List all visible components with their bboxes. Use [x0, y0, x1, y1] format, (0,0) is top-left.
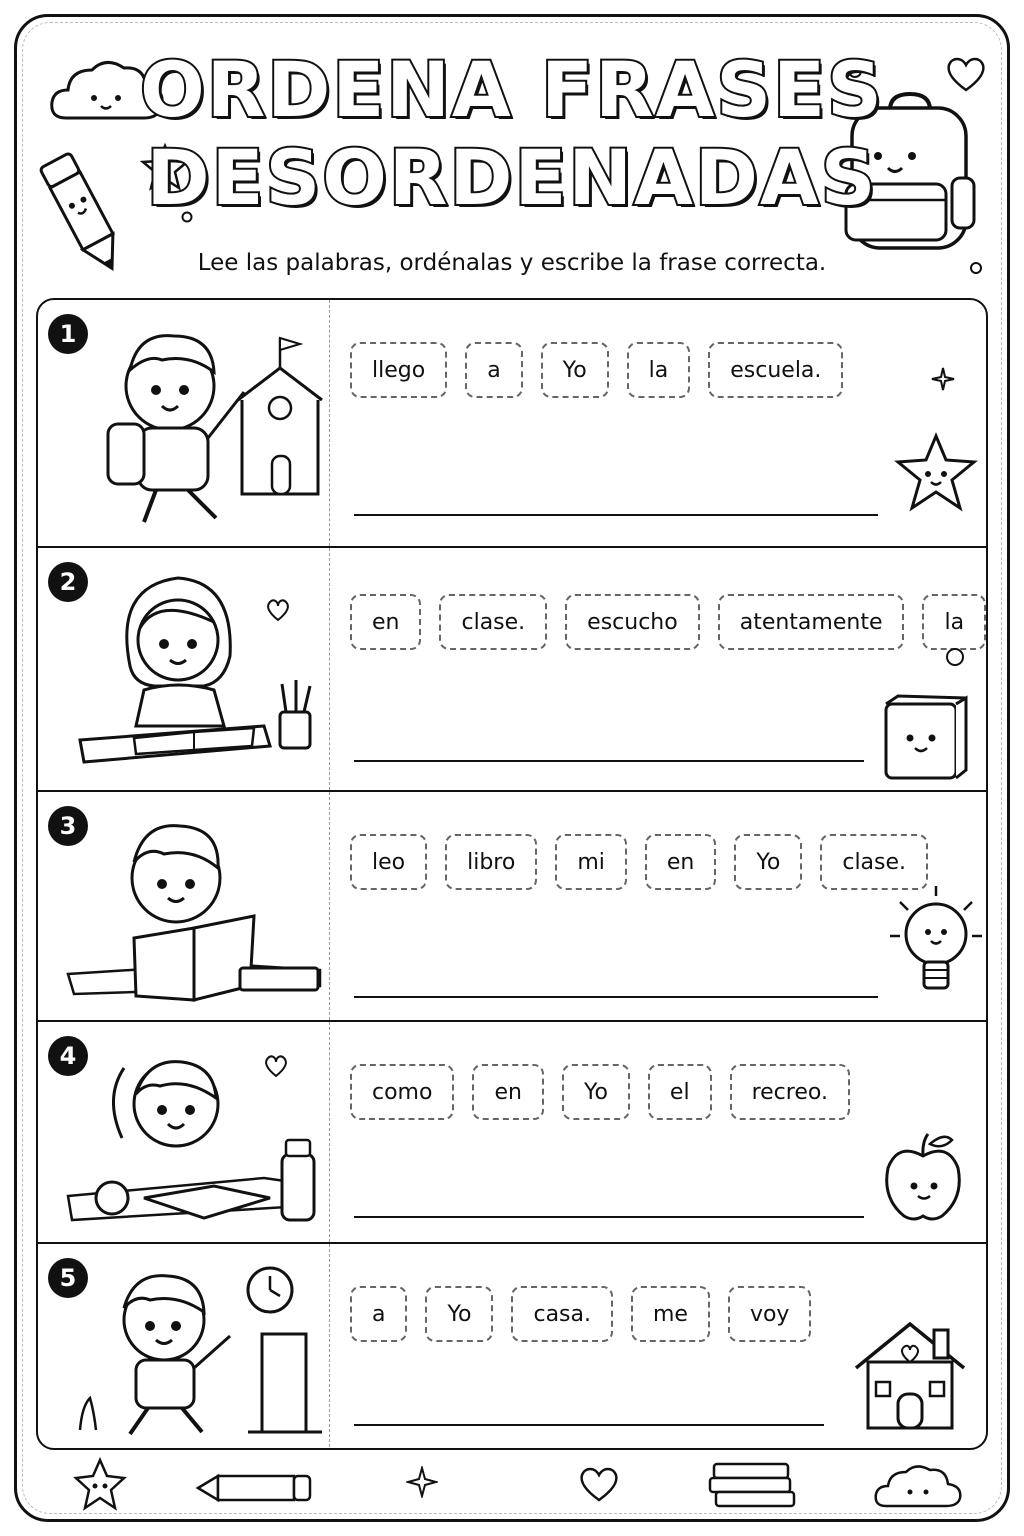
word-chips [350, 342, 843, 398]
sparkle-icon [930, 366, 956, 392]
boy-going-home-illustration [52, 1250, 326, 1446]
answer-line[interactable] [354, 760, 864, 762]
word-chips [350, 594, 986, 650]
girl-writing-at-desk-illustration [74, 556, 326, 784]
girl-eating-lunch-illustration [64, 1028, 326, 1238]
exercise-row-1 [38, 300, 986, 548]
illustration-panel [38, 1022, 330, 1242]
exercise-number: 4 [48, 1036, 88, 1076]
books-icon [708, 1460, 798, 1512]
word-chip[interactable]: en [645, 834, 716, 890]
word-chip[interactable]: a [465, 342, 522, 398]
illustration-panel [38, 300, 330, 546]
lightbulb-icon [886, 882, 986, 1008]
word-chip[interactable]: recreo. [730, 1064, 850, 1120]
boy-walking-to-school-illustration [78, 308, 328, 540]
circle-dot [944, 646, 966, 668]
word-chip[interactable]: Yo [541, 342, 609, 398]
word-chip[interactable]: en [472, 1064, 543, 1120]
exercise-row-2 [38, 548, 986, 792]
illustration-panel [38, 792, 330, 1020]
word-chips [350, 1286, 811, 1342]
sparkle-icon [406, 1466, 438, 1498]
exercise-row-3 [38, 792, 986, 1022]
answer-line[interactable] [354, 996, 878, 998]
word-chip[interactable]: mi [555, 834, 627, 890]
word-chip[interactable]: a [350, 1286, 407, 1342]
title-line-2: DESORDENADAS [146, 133, 878, 222]
exercise-number: 3 [48, 806, 88, 846]
illustration-panel [38, 1244, 330, 1450]
word-chip[interactable]: leo [350, 834, 427, 890]
pencil-icon [194, 1470, 314, 1506]
answer-line[interactable] [354, 1424, 824, 1426]
answer-line[interactable] [354, 1216, 864, 1218]
word-chip[interactable]: llego [350, 342, 447, 398]
exercise-row-4 [38, 1022, 986, 1244]
word-chips [350, 834, 928, 890]
title-line-1: ORDENA FRASES [140, 45, 884, 134]
cloud-icon [872, 1460, 964, 1512]
word-chip[interactable]: en [350, 594, 421, 650]
boy-reading-book-illustration [64, 798, 324, 1014]
bottom-decorations [40, 1456, 984, 1516]
word-chip[interactable]: Yo [734, 834, 802, 890]
apple-icon [878, 1128, 968, 1224]
heart-icon [576, 1464, 622, 1504]
word-chip[interactable]: casa. [511, 1286, 613, 1342]
word-chip[interactable]: clase. [439, 594, 547, 650]
word-chip[interactable]: libro [445, 834, 537, 890]
exercise-number: 1 [48, 314, 88, 354]
word-chip[interactable]: voy [728, 1286, 812, 1342]
house-icon [842, 1316, 978, 1434]
word-chip[interactable]: Yo [425, 1286, 493, 1342]
word-chip[interactable]: me [631, 1286, 710, 1342]
word-chip[interactable]: escuela. [708, 342, 843, 398]
word-chip[interactable]: Yo [562, 1064, 630, 1120]
word-chip[interactable]: escucho [565, 594, 700, 650]
word-chips [350, 1064, 850, 1120]
exercise-row-5 [38, 1244, 986, 1450]
exercise-number: 5 [48, 1258, 88, 1298]
word-chip[interactable]: clase. [820, 834, 928, 890]
illustration-panel [38, 548, 330, 790]
answer-line[interactable] [354, 514, 878, 516]
book-icon [878, 688, 974, 784]
instructions: Lee las palabras, ordénalas y escribe la frase correcta. [197, 250, 827, 276]
star-icon [72, 1456, 128, 1512]
word-chip[interactable]: como [350, 1064, 454, 1120]
exercise-number: 2 [48, 562, 88, 602]
word-chip[interactable]: el [648, 1064, 712, 1120]
word-chip[interactable]: la [627, 342, 691, 398]
star-icon [888, 418, 984, 518]
exercises-table [36, 298, 988, 1450]
word-chip[interactable]: atentamente [718, 594, 905, 650]
word-chip[interactable]: la [922, 594, 986, 650]
